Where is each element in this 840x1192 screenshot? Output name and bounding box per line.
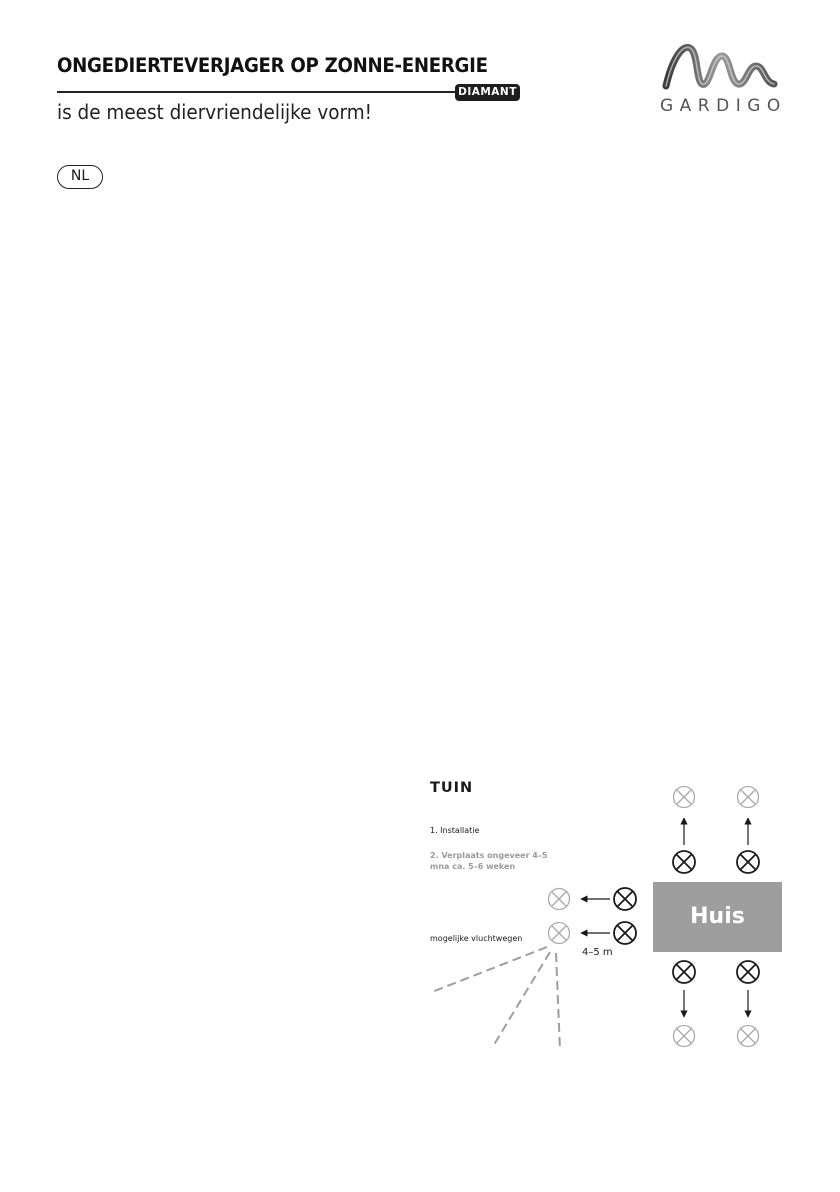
page-subtitle: is de meest diervriendelijke vorm! <box>57 100 373 124</box>
moved-repeller-icon <box>674 787 695 808</box>
moved-repeller-icon <box>549 889 570 910</box>
moved-repeller-icon <box>549 923 570 944</box>
page-title: ONGEDIERTEVERJAGER OP ZONNE-ENERGIE <box>57 54 488 77</box>
title-underline <box>57 91 455 93</box>
installed-repeller-icon <box>614 888 636 910</box>
brand-name: GARDIGO <box>660 96 787 116</box>
installed-repeller-icon <box>673 961 695 983</box>
language-badge: NL <box>57 165 103 189</box>
product-badge: DIAMANT <box>455 84 520 101</box>
installed-repeller-icon <box>614 922 636 944</box>
escape-routes-label: mogelijke vluchtwegen <box>430 934 523 943</box>
moved-repeller-icon <box>674 1026 695 1047</box>
house-block: Huis <box>653 882 782 952</box>
step-relocate: 2. Verplaats ongeveer 4–5 mna ca. 5–6 weken <box>430 851 548 871</box>
garden-label: TUIN <box>430 780 474 796</box>
distance-label: 4–5 m <box>582 947 613 958</box>
installed-repeller-icon <box>737 851 759 873</box>
installed-repeller-icon <box>737 961 759 983</box>
moved-repeller-icon <box>738 1026 759 1047</box>
escape-routes <box>432 947 560 1050</box>
moved-repeller-icon <box>738 787 759 808</box>
placement-diagram <box>410 770 800 1070</box>
step-installation: 1. Installatie <box>430 826 480 835</box>
installed-repeller-icon <box>673 851 695 873</box>
